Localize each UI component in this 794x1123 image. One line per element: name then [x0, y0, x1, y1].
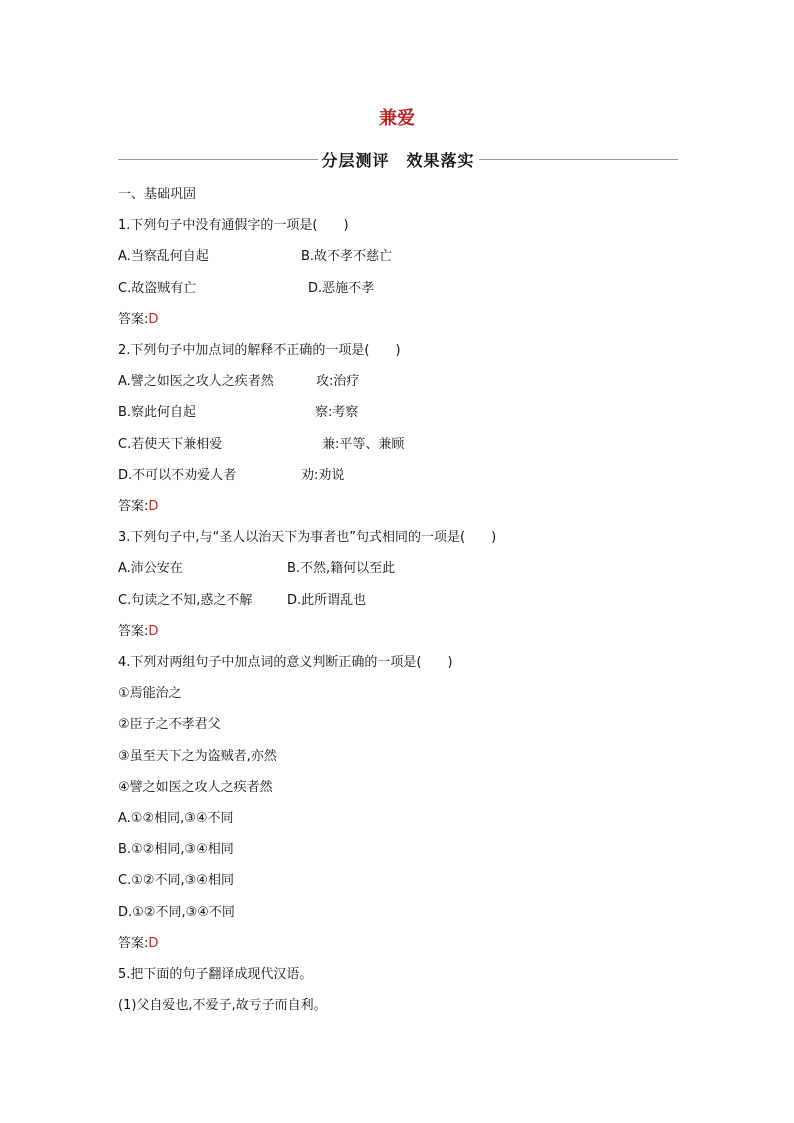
- answer-label: 答案:: [118, 499, 149, 514]
- question-4-item-3: ③虽至天下之为盗贼者,亦然: [118, 749, 277, 764]
- question-1-option-b: B.故不孝不慈亡: [301, 249, 393, 264]
- banner-rule-right: [479, 159, 679, 160]
- question-2-option-b-gloss: 察:考察: [315, 405, 359, 420]
- answer-value: D: [148, 499, 159, 514]
- question-4-item-2: ②臣子之不孝君父: [118, 717, 221, 732]
- answer-value: D: [148, 936, 159, 951]
- question-4-option-b: B.①②相同,③④相同: [118, 842, 234, 857]
- section-heading: 一、基础巩固: [118, 187, 197, 202]
- answer-label: 答案:: [118, 312, 149, 327]
- banner-rule-left: [118, 159, 318, 160]
- answer-label: 答案:: [118, 624, 149, 639]
- question-1-stem: 1.下列句子中没有通假字的一项是( ): [118, 218, 349, 233]
- section-banner: [118, 147, 678, 171]
- answer-label: 答案:: [118, 936, 149, 951]
- question-3-option-b: B.不然,籍何以至此: [287, 561, 396, 576]
- question-2-option-d: D.不可以不劝爱人者: [118, 468, 237, 483]
- question-4-option-a: A.①②相同,③④不同: [118, 811, 234, 826]
- question-1-option-a: A.当察乱何自起: [118, 249, 209, 264]
- question-3-option-a: A.沛公安在: [118, 561, 183, 576]
- question-4-item-1: ①焉能治之: [118, 686, 182, 701]
- document-title: 兼爱: [379, 108, 415, 129]
- banner-subtitle: 分层测评 效果落实: [321, 150, 475, 170]
- question-2-option-c: C.若使天下兼相爱: [118, 437, 223, 452]
- question-4-option-d: D.①②不同,③④不同: [118, 905, 235, 920]
- question-2-answer: [118, 498, 158, 516]
- question-3-stem: 3.下列句子中,与“圣人以治天下为事者也”句式相同的一项是( ): [118, 530, 497, 545]
- question-4-answer: [118, 935, 158, 953]
- question-2-option-c-gloss: 兼:平等、兼顾: [322, 437, 405, 452]
- question-3-option-c: C.句读之不知,惑之不解: [118, 593, 253, 608]
- question-1-option-d: D.恶施不孝: [308, 281, 375, 296]
- question-2-option-b: B.察此何自起: [118, 405, 197, 420]
- question-4-item-4: ④譬之如医之攻人之疾者然: [118, 780, 273, 795]
- question-2-stem: 2.下列句子中加点词的解释不正确的一项是( ): [118, 343, 401, 358]
- question-1-option-c: C.故盗贼有亡: [118, 281, 197, 296]
- question-4-stem: 4.下列对两组句子中加点词的意义判断正确的一项是( ): [118, 655, 453, 670]
- question-5-sub-1: (1)父自爱也,不爱子,故亏子而自利。: [118, 998, 327, 1013]
- question-2-option-d-gloss: 劝:劝说: [301, 468, 345, 483]
- question-3-answer: [118, 623, 158, 641]
- answer-value: D: [148, 312, 159, 327]
- question-2-option-a-gloss: 攻:治疗: [316, 374, 360, 389]
- question-2-option-a: A.譬之如医之攻人之疾者然: [118, 374, 274, 389]
- question-1-answer: [118, 311, 158, 329]
- answer-value: D: [148, 624, 159, 639]
- question-5-stem: 5.把下面的句子翻译成现代汉语。: [118, 967, 313, 982]
- question-3-option-d: D.此所谓乱也: [287, 593, 367, 608]
- question-4-option-c: C.①②不同,③④相同: [118, 873, 234, 888]
